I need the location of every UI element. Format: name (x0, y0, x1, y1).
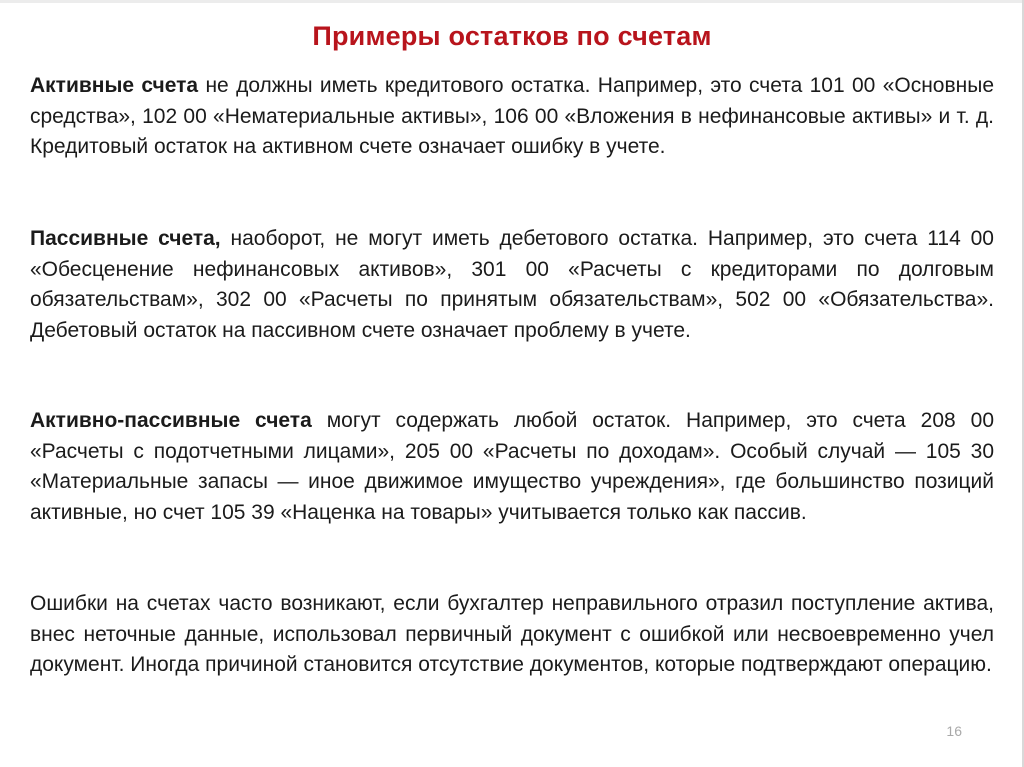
top-divider (0, 0, 1024, 3)
paragraph-lead-term: Активно-пассивные счета (30, 409, 312, 432)
paragraph-lead-term: Активные счета (30, 74, 199, 97)
paragraph-body-text: могут содержать любой остаток. Например, это счета 208 00 «Расчеты с подотчетными лицами», 205 00 «Расчеты по доходам». Особый случай — 105 30 «Материальные запасы — иное движимое имущество учреждения», где большинство позиций активные, но счет 105 39 «Наценка на товары» учитывается только как пассив. (30, 409, 994, 524)
paragraph-body-text: Ошибки на счетах часто возникают, если бухгалтер неправильного отразил поступление актива, внес неточные данные, использовал первичный документ с ошибкой или несвоевременно учел документ. Иногда причиной становится отсутствие документов, которые подтверждают операцию. (30, 592, 994, 676)
paragraph-lead-term: Пассивные счета, (30, 227, 221, 250)
paragraph-body-text: не должны иметь кредитового остатка. Например, это счета 101 00 «Основные средства», 102 00 «Нематериальные активы», 106 00 «Вложения в нефинансовые активы» и т. д. Кредитовый остаток на активном счете означает ошибку в учете. (30, 74, 995, 158)
paragraph-passive-accounts (30, 224, 994, 346)
paragraph-body-text: наоборот, не могут иметь дебетового остатка. Например, это счета 114 00 «Обесценение нефинансовых активов», 301 00 «Расчеты с кредиторами по долговым обязательствам», 302 00 «Расчеты по принятым обязательствам», 502 00 «Обязательства». Дебетовый остаток на пассивном счете означает проблему в учете. (30, 227, 994, 342)
page-number: 16 (946, 723, 962, 739)
paragraph-errors (30, 589, 994, 681)
slide-title: Примеры остатков по счетам (312, 21, 712, 51)
paragraph-active-accounts (30, 71, 994, 163)
paragraph-active-passive-accounts (30, 406, 994, 528)
